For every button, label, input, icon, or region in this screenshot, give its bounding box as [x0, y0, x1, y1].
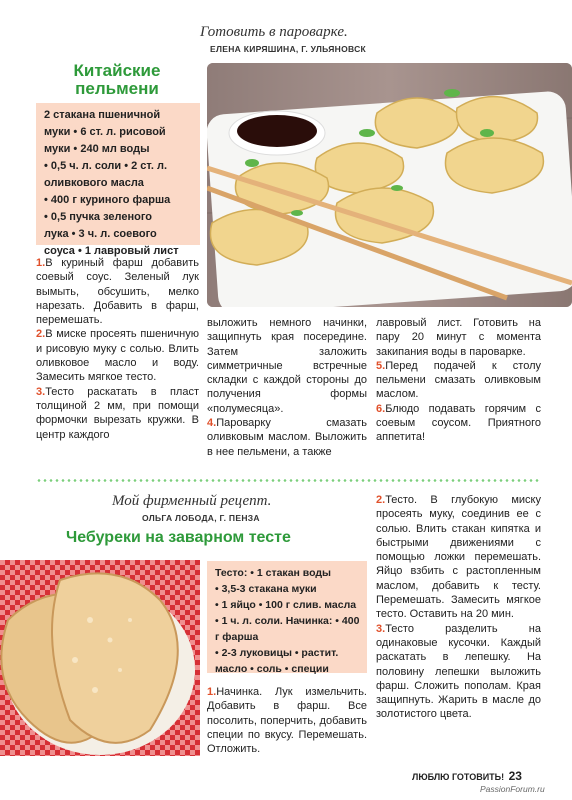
- ingredient-line: лука • 3 ч. л. соевого: [44, 228, 157, 240]
- step-number: 3.: [36, 385, 46, 398]
- chebureki-illustration: [0, 560, 200, 756]
- step-text: Перед подачей к столу пельмени смазать оливковым маслом.: [376, 359, 541, 401]
- step-text: Начинка. Лук измельчить. Добавить в фарш. Все посолить, поперчить, добавить специи по вкусу. Перемешать. Отложить.: [207, 686, 367, 756]
- recipe2-header-title: Мой фирменный рецепт.: [112, 493, 272, 509]
- recipe2-author: ОЛЬГА ЛОБОДА, Г. ПЕНЗА: [142, 513, 260, 523]
- ingredient-line: муки • 240 мл воды: [44, 143, 150, 155]
- step-3-continued: [207, 316, 367, 416]
- step-6: [376, 402, 541, 445]
- step-text: выложить немного начинки, защипнуть края посередине. Затем заложить симметричные встречные складки с каждой стороны до получения формы «полумесяца».: [207, 317, 367, 415]
- recipe1-title: [58, 62, 176, 98]
- ingredient-line: • 2-3 луковицы • растит. масло • соль • специи: [215, 647, 339, 675]
- step-text: лавровый лист. Готовить на пару 20 минут с момента закипания воды в пароварке.: [376, 317, 541, 358]
- step-text: Тесто. В глубокую миску просеять муку, соединив ее с солью. Влить стакан кипятка и быстрыми движениями с помощью ложки перемешать. Яйцо взбить с растопленным маслом, добавить к тесту. Перемешать. Замесить мягкое тесто. Оставить на 20 мин.: [376, 494, 541, 621]
- watermark: PassionForum.ru: [480, 784, 545, 794]
- step-2: [376, 493, 541, 622]
- recipe1-header-title: Готовить в пароварке.: [200, 24, 348, 40]
- step-text: Пароварку смазать оливковым маслом. Выложить в нее пельмени, а также: [207, 417, 367, 458]
- step-number: 2.: [376, 494, 386, 506]
- ingredient-line: • 3,5-3 стакана муки: [215, 583, 317, 595]
- step-number: 1.: [36, 257, 46, 269]
- ingredient-line: • 1 яйцо • 100 г слив. масла • 1 ч. л. соли. Начинка: • 400 г фарша: [215, 599, 360, 643]
- step-text: Блюдо подавать горячим с соевым соусом. Приятного аппетита!: [376, 402, 541, 444]
- step-1: [207, 685, 367, 756]
- ingredient-line: соуса • 1 лавровый лист: [44, 245, 179, 257]
- recipe1-author: ЕЛЕНА КИРЯШИНА, Г. УЛЬЯНОВСК: [210, 44, 367, 54]
- recipe2-title: Чебуреки на заварном тесте: [66, 529, 291, 546]
- step-5: [376, 359, 541, 402]
- chebureki-photo: [0, 560, 200, 756]
- step-number: 5.: [376, 359, 386, 372]
- step-number: 3.: [376, 622, 386, 635]
- dumplings-photo: [207, 63, 572, 307]
- ingredient-line: • 400 г куриного фарша: [44, 194, 171, 206]
- step-3: [376, 622, 541, 722]
- recipe2-ingredients: [207, 561, 367, 673]
- step-text: В куриный фарш добавить соевый соус. Зеленый лук вымыть, обсушить, мелко нарезать. Добавить в фарш, перемешать.: [36, 257, 199, 327]
- recipe1-ingredients: [36, 103, 200, 257]
- step-number: 4.: [207, 417, 217, 430]
- ingredient-line: муки • 6 ст. л. рисовой: [44, 126, 166, 138]
- recipe2-steps-right: [376, 493, 541, 722]
- dumplings-illustration: [207, 63, 572, 307]
- step-text: Тесто разделить на одинаковые кусочки. Каждый раскатать в лепешку. На половину лепешки выложить фарш. Сложить пополам. Края защипнуть. Жарить в масле до золотистого цвета.: [376, 622, 541, 721]
- recipe1-steps-col3: [376, 316, 541, 445]
- recipe1-steps-col1: [36, 256, 199, 442]
- ingredient-line: 2 стакана пшеничной: [44, 109, 161, 121]
- step-3: [36, 385, 199, 442]
- step-2: [36, 327, 199, 384]
- recipe1-steps-col2: [207, 316, 367, 459]
- step-4: [207, 416, 367, 459]
- step-number: 2.: [36, 328, 46, 341]
- page-number: 23: [508, 769, 522, 783]
- step-text: В миске просеять пшеничную и рисовую муку с солью. Влить оливковое масло и воду. Замесить мягкое тесто.: [36, 328, 199, 384]
- magazine-name: ЛЮБЛЮ ГОТОВИТЬ!: [412, 772, 505, 782]
- ingredient-line: оливкового масла: [44, 177, 144, 189]
- step-number: 1.: [207, 686, 217, 698]
- page-footer: [412, 767, 522, 785]
- ingredient-line: • 0,5 ч. л. соли • 2 ст. л.: [44, 160, 167, 172]
- ingredient-line: Тесто: • 1 стакан воды: [215, 567, 332, 579]
- recipe1-title-line1: Китайские: [73, 61, 161, 80]
- section-divider: [36, 479, 541, 482]
- step-4-continued: [376, 316, 541, 359]
- ingredient-line: • 0,5 пучка зеленого: [44, 211, 153, 223]
- recipe1-title-line2: пельмени: [75, 79, 159, 98]
- step-1: [36, 256, 199, 327]
- step-number: 6.: [376, 402, 386, 415]
- recipe2-steps-mid: [207, 685, 367, 756]
- step-text: Тесто раскатать в пласт толщиной 2 мм, при помощи формочки вырезать кружки. В центр каждого: [36, 385, 199, 441]
